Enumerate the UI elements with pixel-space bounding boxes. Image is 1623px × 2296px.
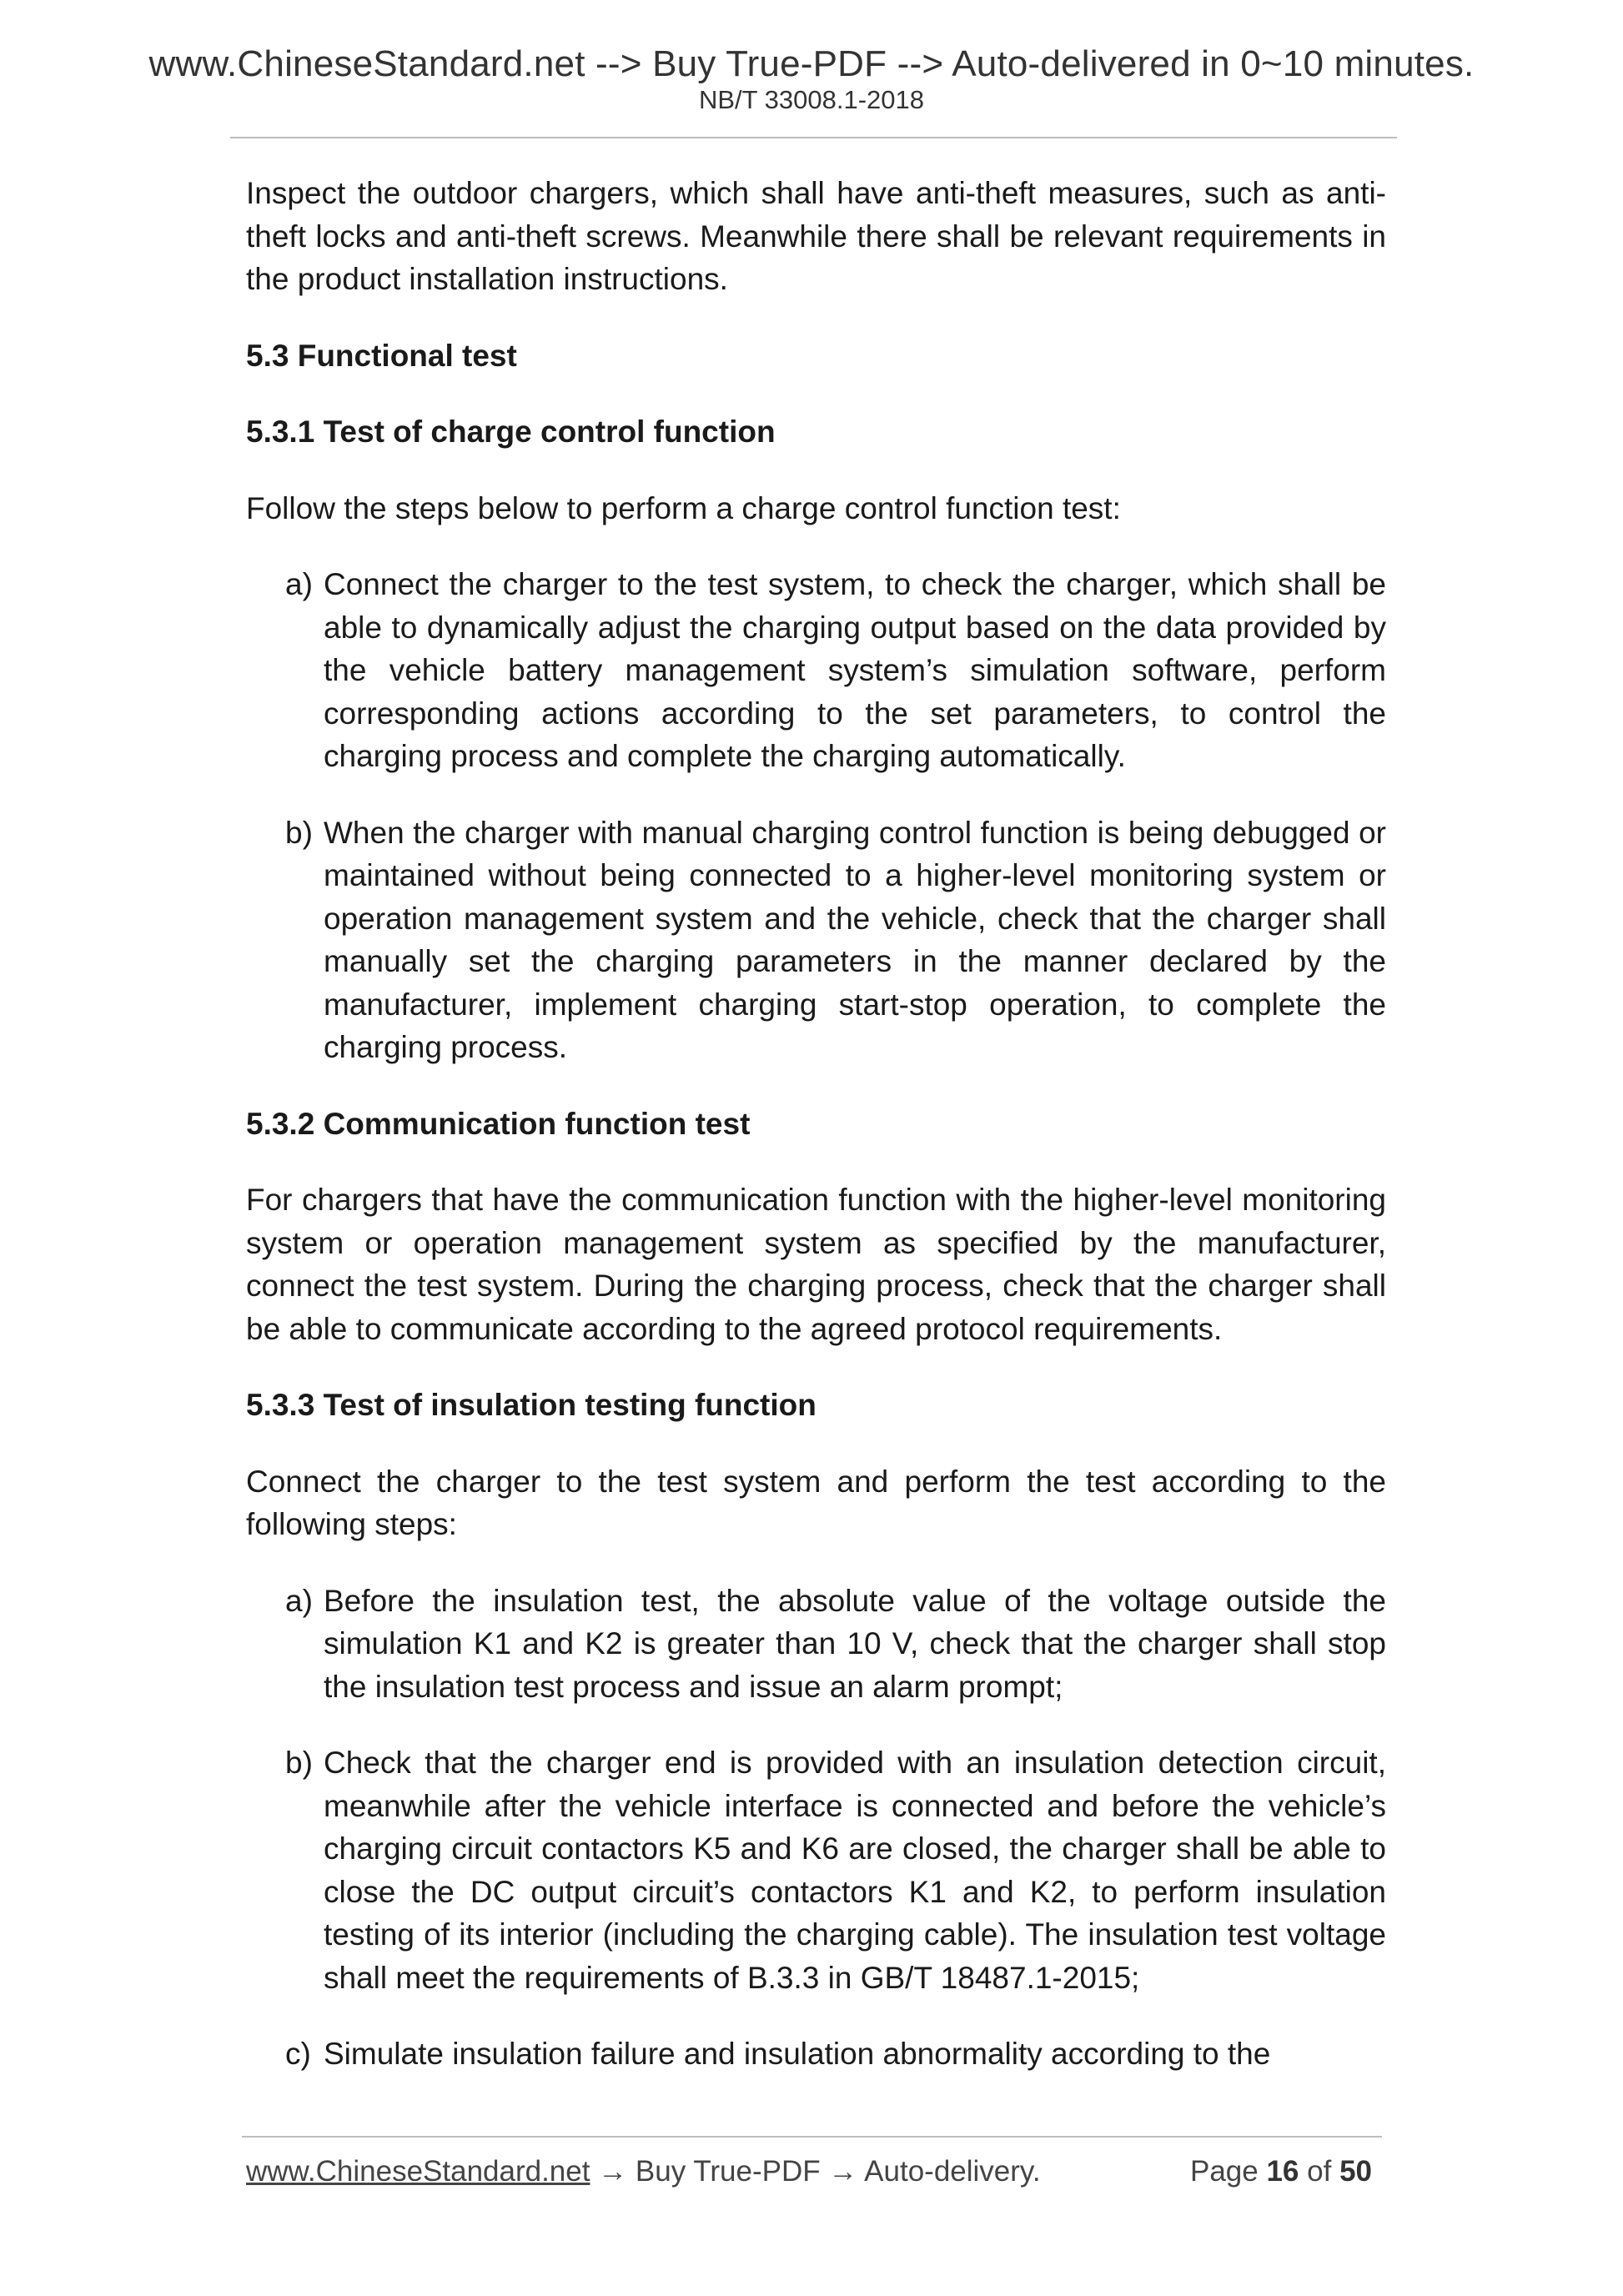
paragraph-5-3-2: For chargers that have the communication function with the higher-level monitoring system or operation management system as specified by the manufacturer, connect the test system. During the charging process, check that the charger shall be able to communicate according to the agreed protocol requirements. <box>246 1183 1386 1346</box>
footer-tagline: → Buy True-PDF → Auto-delivery. <box>590 2155 1041 2188</box>
list-marker: a) <box>285 567 313 601</box>
list-item <box>285 1580 1386 1709</box>
top-banner-link[interactable]: www.ChineseStandard.net --> Buy True-PDF --> Auto-delivered in 0~10 minutes. <box>148 43 1475 84</box>
list-item-text: Check that the charger end is provided with an insulation detection circuit, meanwhile after the vehicle interface is connected and before the vehicle’s charging circuit contactors K5 and K6 are closed, the charger shall be able to close the DC output circuit’s contactors K1 and K2, to perform insulation testing of its interior (including the charging cable). The insulation test voltage shall meet the requirements of B.3.3 in GB/T 18487.1-2015; <box>324 1746 1386 1995</box>
section-heading-5-3-1: 5.3.1 Test of charge control function <box>246 414 776 449</box>
page-content <box>246 172 1386 2109</box>
paragraph-5-3-1: Follow the steps below to perform a charge control function test: <box>246 490 1121 525</box>
page-total: 50 <box>1339 2155 1372 2188</box>
list-marker: b) <box>285 1746 313 1780</box>
of-label: of <box>1307 2155 1332 2188</box>
section-heading-5-3-3: 5.3.3 Test of insulation testing function <box>246 1388 817 1422</box>
footer-site-link[interactable]: www.ChineseStandard.net <box>246 2155 590 2188</box>
page-indicator <box>1190 2155 1372 2188</box>
list-marker: a) <box>285 1583 313 1618</box>
list-item <box>285 563 1386 778</box>
list-item-text: Simulate insulation failure and insulation abnormality according to the <box>324 2037 1271 2071</box>
header-divider <box>230 137 1397 138</box>
page-number: 16 <box>1266 2155 1299 2188</box>
section-heading-5-3-2: 5.3.2 Communication function test <box>246 1106 751 1141</box>
footer-left <box>246 2155 1041 2188</box>
intro-paragraph: Inspect the outdoor chargers, which shall have anti-theft measures, such as anti-theft locks and anti-theft screws. Meanwhile there shall be relevant requirements in the product installation instructions. <box>246 176 1386 296</box>
list-marker: c) <box>285 2037 311 2071</box>
list-item <box>285 1741 1386 1999</box>
document-id: NB/T 33008.1-2018 <box>698 85 924 114</box>
list-marker: b) <box>285 815 313 850</box>
section-heading-5-3: 5.3 Functional test <box>246 338 517 373</box>
footer-divider <box>242 2136 1382 2138</box>
list-item-text: Connect the charger to the test system, to check the charger, which shall be able to dynamically adjust the charging output based on the data provided by the vehicle battery management system’s simulation software, perform corresponding actions according to the set parameters, to control the charging process and complete the charging automatically. <box>324 567 1386 773</box>
page-label: Page <box>1189 2155 1259 2188</box>
list-item-text: Before the insulation test, the absolute value of the voltage outside the simulation K1 and K2 is greater than 10 V, check that the charger shall stop the insulation test process and issue an alarm prompt; <box>324 1583 1386 1704</box>
paragraph-5-3-3: Connect the charger to the test system and perform the test according to the following steps: <box>246 1464 1386 1541</box>
list-item-text: When the charger with manual charging control function is being debugged or maintained without being connected to a higher-level monitoring system or operation management system and the vehicle, check that the charger shall manually set the charging parameters in the manner declared by the manufacturer, implement charging start-stop operation, to complete the charging process. <box>324 815 1386 1064</box>
list-item <box>285 811 1386 1069</box>
list-item <box>285 2032 1386 2076</box>
